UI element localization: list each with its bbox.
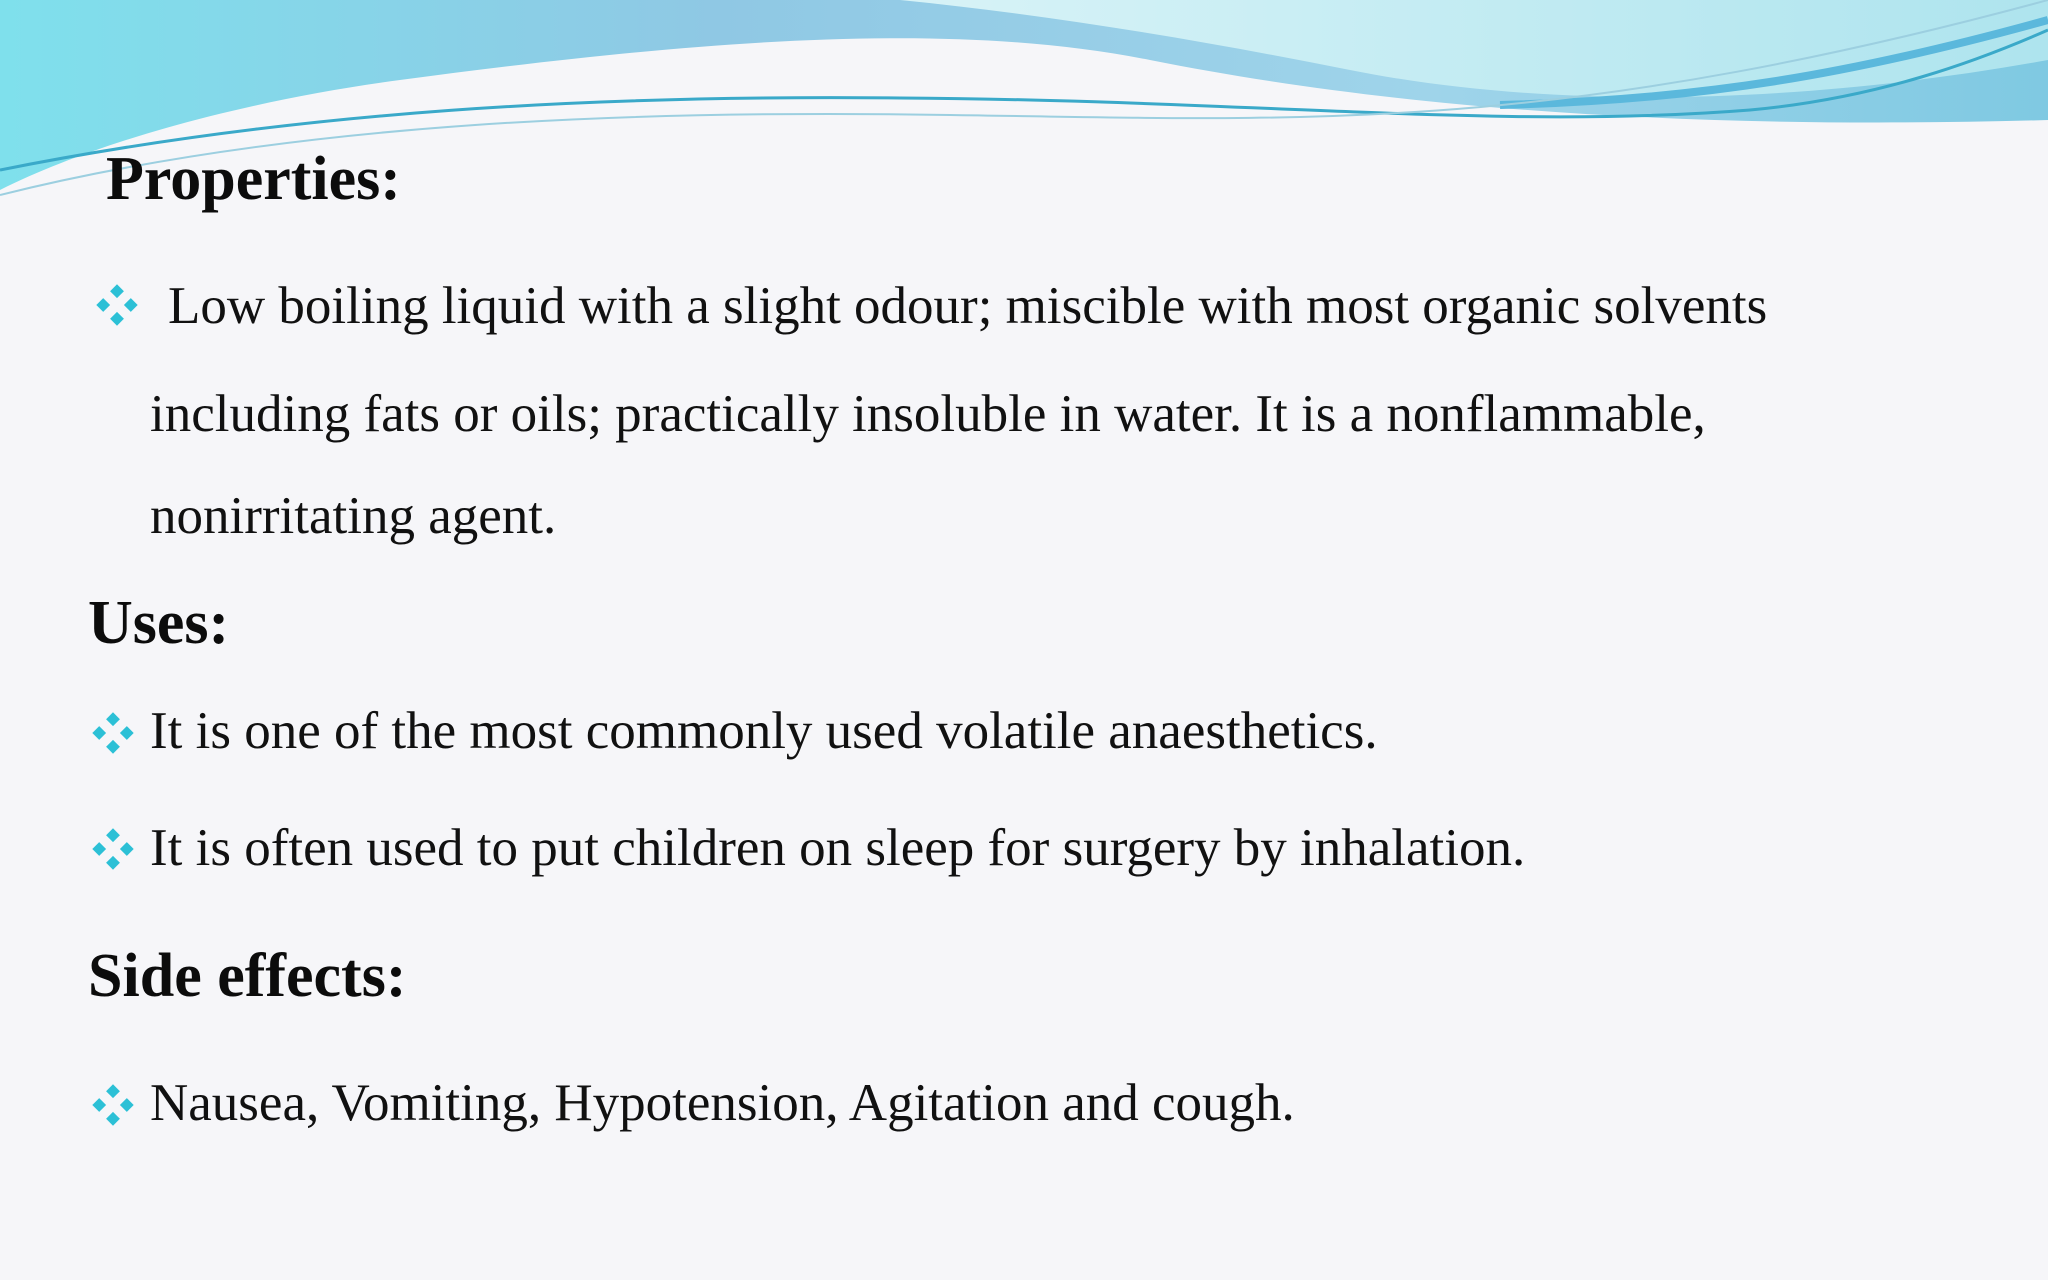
- diamond-quad-icon: [90, 710, 136, 756]
- diamond-quad-icon: [90, 826, 136, 872]
- properties-line-1: Low boiling liquid with a slight odour; miscible with most organic solvents: [168, 277, 1768, 335]
- diamond-quad-icon: [90, 1082, 136, 1128]
- properties-heading: Properties:: [106, 145, 401, 213]
- uses-item-2: It is often used to put children on sleep for surgery by inhalation.: [150, 819, 1526, 877]
- side-effects-heading: Side effects:: [88, 942, 407, 1010]
- properties-line-3: nonirritating agent.: [150, 487, 557, 545]
- uses-item-1: It is one of the most commonly used volatile anaesthetics.: [150, 702, 1378, 760]
- side-effects-item-1: Nausea, Vomiting, Hypotension, Agitation and cough.: [150, 1074, 1295, 1132]
- diamond-quad-icon: [94, 282, 140, 328]
- properties-line-2: including fats or oils; practically insoluble in water. It is a nonflammable,: [150, 385, 1706, 443]
- uses-heading: Uses:: [88, 589, 230, 657]
